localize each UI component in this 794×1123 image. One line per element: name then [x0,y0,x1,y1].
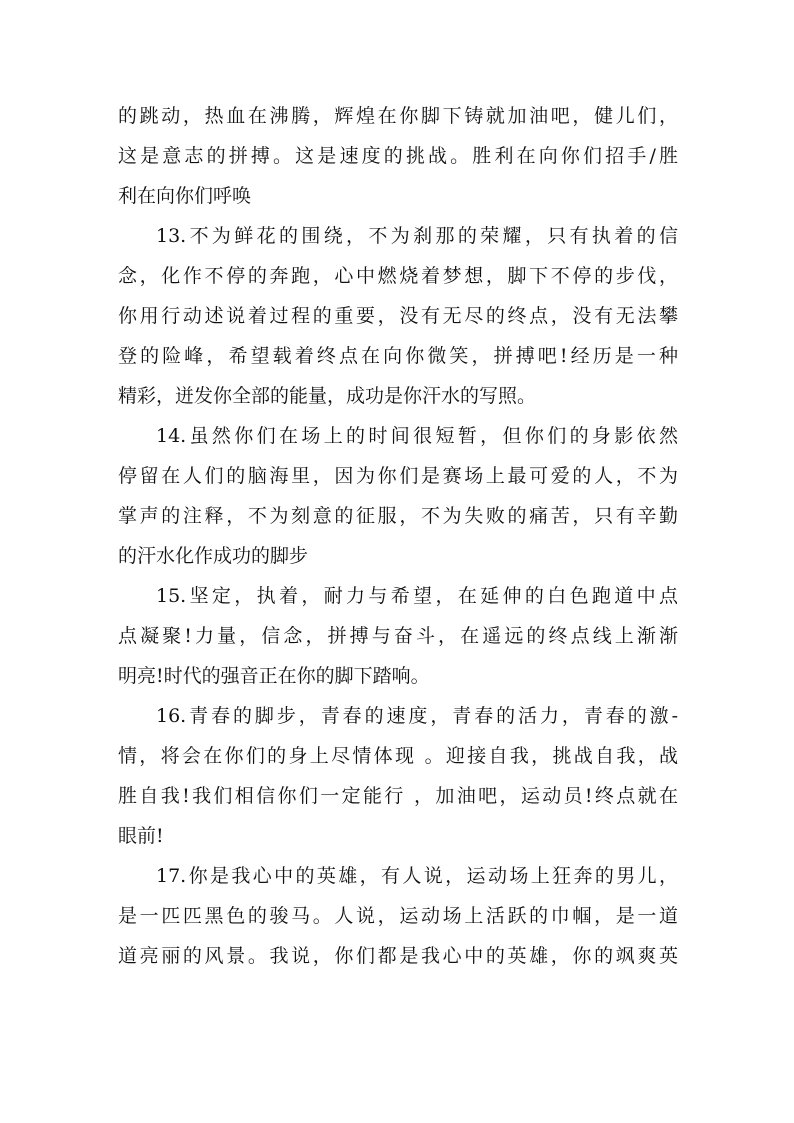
text-line: 的跳动，热血在沸腾，辉煌在你脚下铸就加油吧，健儿们， [118,105,678,127]
text-line: 点凝聚!力量，信念，拼搏与奋斗，在遥远的终点线上渐渐 [118,625,678,647]
text-line: 情，将会在你们的身上尽情体现 。迎接自我，挑战自我，战 [118,745,678,767]
text-line: 眼前! [118,825,164,847]
text-line: 念，化作不停的奔跑，心中燃烧着梦想，脚下不停的步伐， [118,265,678,287]
text-line: 停留在人们的脑海里，因为你们是赛场上最可爱的人，不为 [118,465,678,487]
text-line: 利在向你们呼唤 [118,185,252,207]
text-line: 13.不为鲜花的围绕，不为刹那的荣耀，只有执着的信 [156,225,678,247]
text-line: 是一匹匹黑色的骏马。人说，运动场上活跃的巾帼，是一道 [118,905,678,927]
text-line: 16.青春的脚步，青春的速度，青春的活力，青春的激- [156,705,678,727]
text-line: 你用行动述说着过程的重要，没有无尽的终点，没有无法攀 [118,305,678,327]
text-line: 掌声的注释，不为刻意的征服，不为失败的痛苦，只有辛勤 [118,505,678,527]
text-line: 道亮丽的风景。我说，你们都是我心中的英雄，你的飒爽英 [118,945,678,967]
text-line: 这是意志的拼搏。这是速度的挑战。胜利在向你们招手/胜 [118,145,678,167]
text-line: 明亮!时代的强音正在你的脚下踏响。 [118,665,430,687]
document-body [118,96,678,976]
text-line: 17.你是我心中的英雄，有人说，运动场上狂奔的男儿， [156,865,678,887]
text-line: 精彩，迸发你全部的能量，成功是你汗水的写照。 [118,385,537,407]
text-line: 15.坚定，执着，耐力与希望，在延伸的白色跑道中点 [156,585,678,607]
text-line: 的汗水化作成功的脚步 [118,545,309,567]
text-line: 14.虽然你们在场上的时间很短暂，但你们的身影依然 [156,425,678,447]
text-line: 胜自我!我们相信你们一定能行 ，加油吧，运动员!终点就在 [118,785,678,807]
text-line: 登的险峰，希望载着终点在向你微笑，拼搏吧!经历是一种 [118,345,678,367]
